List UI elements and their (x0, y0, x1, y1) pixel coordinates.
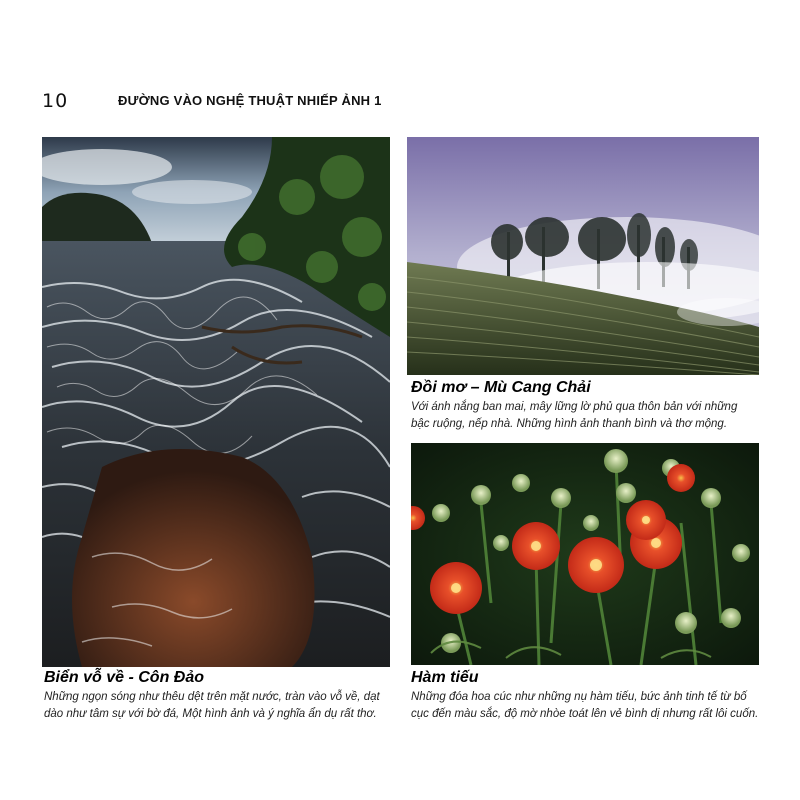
caption-title-chrysanthemums: Hàm tiếu (411, 669, 479, 686)
caption-text-misty-hills (411, 399, 756, 433)
caption-text-sea-waves (44, 689, 394, 723)
caption-title-misty-hills: Đồi mơ – Mù Cang Chải (411, 379, 591, 396)
caption-line: cục đến màu sắc, độ mờ nhòe toát lên vẻ bình dị nhưng rất lôi cuốn. (411, 708, 759, 720)
book-title: ĐƯỜNG VÀO NGHỆ THUẬT NHIẾP ẢNH 1 (118, 93, 382, 108)
page-number: 10 (42, 90, 69, 112)
caption-title-sea-waves: Biển vỗ về - Côn Đảo (44, 669, 205, 686)
caption-text-chrysanthemums (411, 689, 771, 723)
photo-sea-waves (42, 137, 390, 667)
photo-misty-hills (407, 137, 759, 375)
caption-line: Những đóa hoa cúc như những nụ hàm tiếu, bức ảnh tinh tế từ bố (411, 691, 747, 703)
photo-chrysanthemums (411, 443, 759, 665)
caption-line: Với ánh nắng ban mai, mây lững lờ phủ qua thôn bản với những (411, 401, 738, 413)
caption-line: dào như tâm sự với bờ đá, Một hình ảnh và ý nghĩa ẩn dụ rất thơ. (44, 708, 377, 720)
caption-line: Những ngọn sóng như thêu dệt trên mặt nước, tràn vào vỗ về, dạt (44, 691, 380, 703)
caption-line: bậc ruộng, nếp nhà. Những hình ảnh thanh bình và thơ mộng. (411, 418, 728, 430)
